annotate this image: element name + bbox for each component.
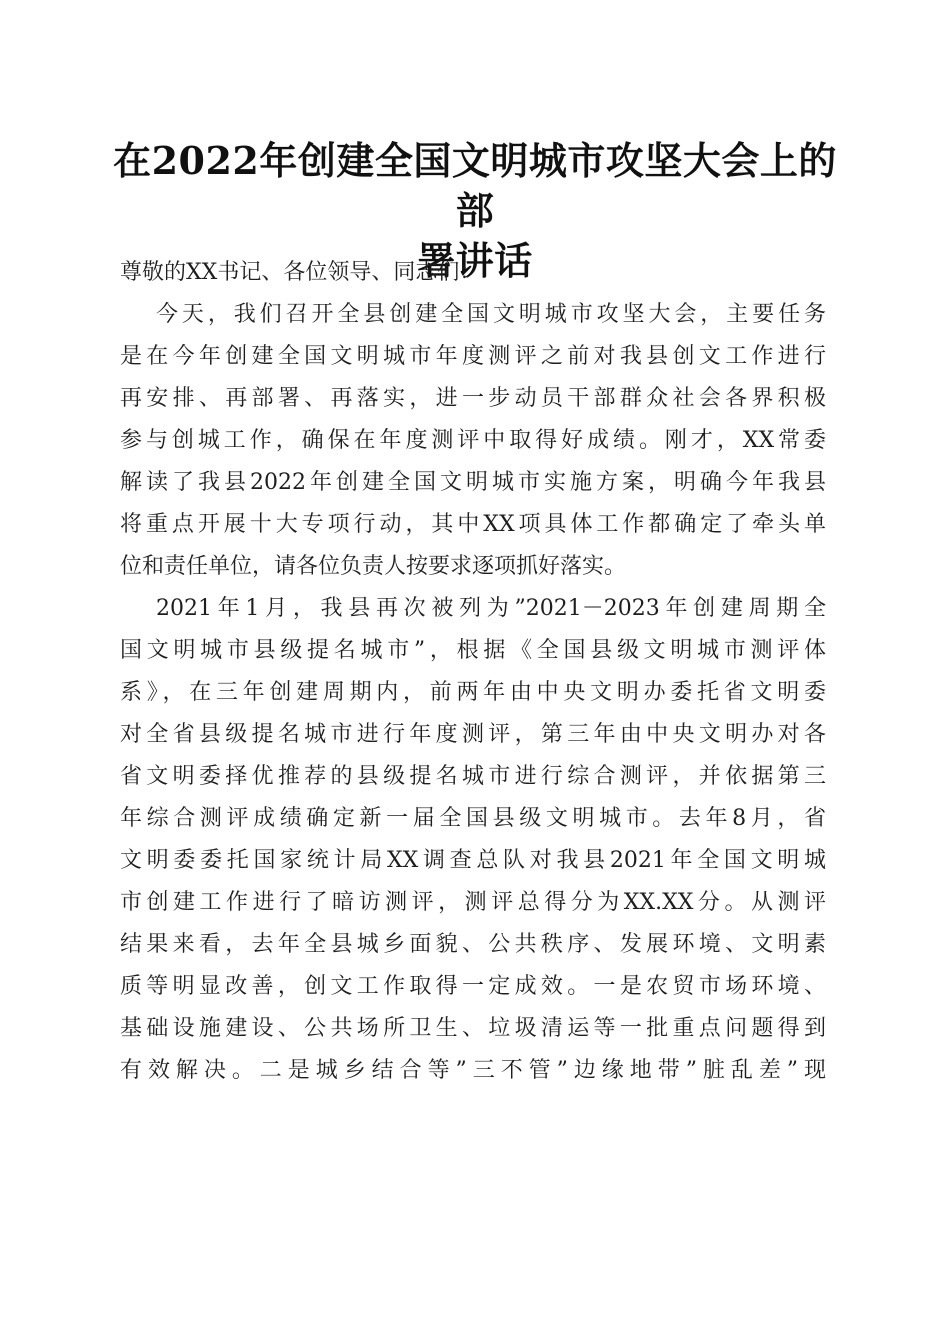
- paragraph-line: 年综合测评成绩确定新一届全国县级文明城市。去年8月，省: [120, 806, 826, 831]
- paragraph-line: 2021年1月，我县再次被列为”2021－2023年创建周期全: [156, 596, 826, 621]
- paragraph-line: 解读了我县2022年创建全国文明城市实施方案，明确今年我县: [120, 470, 826, 495]
- paragraph-line: 质等明显改善，创文工作取得一定成效。一是农贸市场环境、: [120, 974, 826, 999]
- paragraph-line: 国文明城市县级提名城市”，根据《全国县级文明城市测评体: [120, 638, 826, 663]
- paragraph-line: 对全省县级提名城市进行年度测评，第三年由中央文明办对各: [120, 722, 826, 747]
- paragraph-line: 省文明委择优推荐的县级提名城市进行综合测评，并依据第三: [120, 764, 826, 789]
- title-line: 在2022年创建全国文明城市攻坚大会上的部: [113, 138, 837, 233]
- paragraph-line: 有效解决。二是城乡结合等”三不管”边缘地带”脏乱差”现: [120, 1058, 826, 1083]
- paragraph-line: 将重点开展十大专项行动，其中XX项具体工作都确定了牵头单: [120, 512, 826, 537]
- paragraph-line: 基础设施建设、公共场所卫生、垃圾清运等一批重点问题得到: [120, 1016, 826, 1041]
- salutation: 尊敬的XX书记、各位领导、同志们：: [120, 260, 482, 285]
- paragraph-line: 参与创城工作，确保在年度测评中取得好成绩。刚才，XX常委: [120, 428, 826, 453]
- paragraph-line: 位和责任单位，请各位负责人按要求逐项抓好落实。: [120, 554, 627, 579]
- paragraph-line: 市创建工作进行了暗访测评，测评总得分为XX.XX分。从测评: [120, 890, 826, 915]
- title-line: 署讲话: [417, 238, 533, 283]
- paragraph-line: 是在今年创建全国文明城市年度测评之前对我县创文工作进行: [120, 344, 826, 369]
- document-body: [120, 252, 826, 1092]
- paragraph-line: 再安排、再部署、再落实，进一步动员干部群众社会各界积极: [120, 386, 826, 411]
- paragraph-1: [120, 294, 826, 588]
- paragraph-line: 今天，我们召开全县创建全国文明城市攻坚大会，主要任务: [156, 302, 826, 327]
- paragraph-line: 文明委委托国家统计局XX调查总队对我县2021年全国文明城: [120, 848, 826, 873]
- paragraph-line: 结果来看，去年全县城乡面貌、公共秩序、发展环境、文明素: [120, 932, 826, 957]
- paragraph-line: 系》，在三年创建周期内，前两年由中央文明办委托省文明委: [120, 680, 826, 705]
- paragraph-2: [120, 588, 826, 1092]
